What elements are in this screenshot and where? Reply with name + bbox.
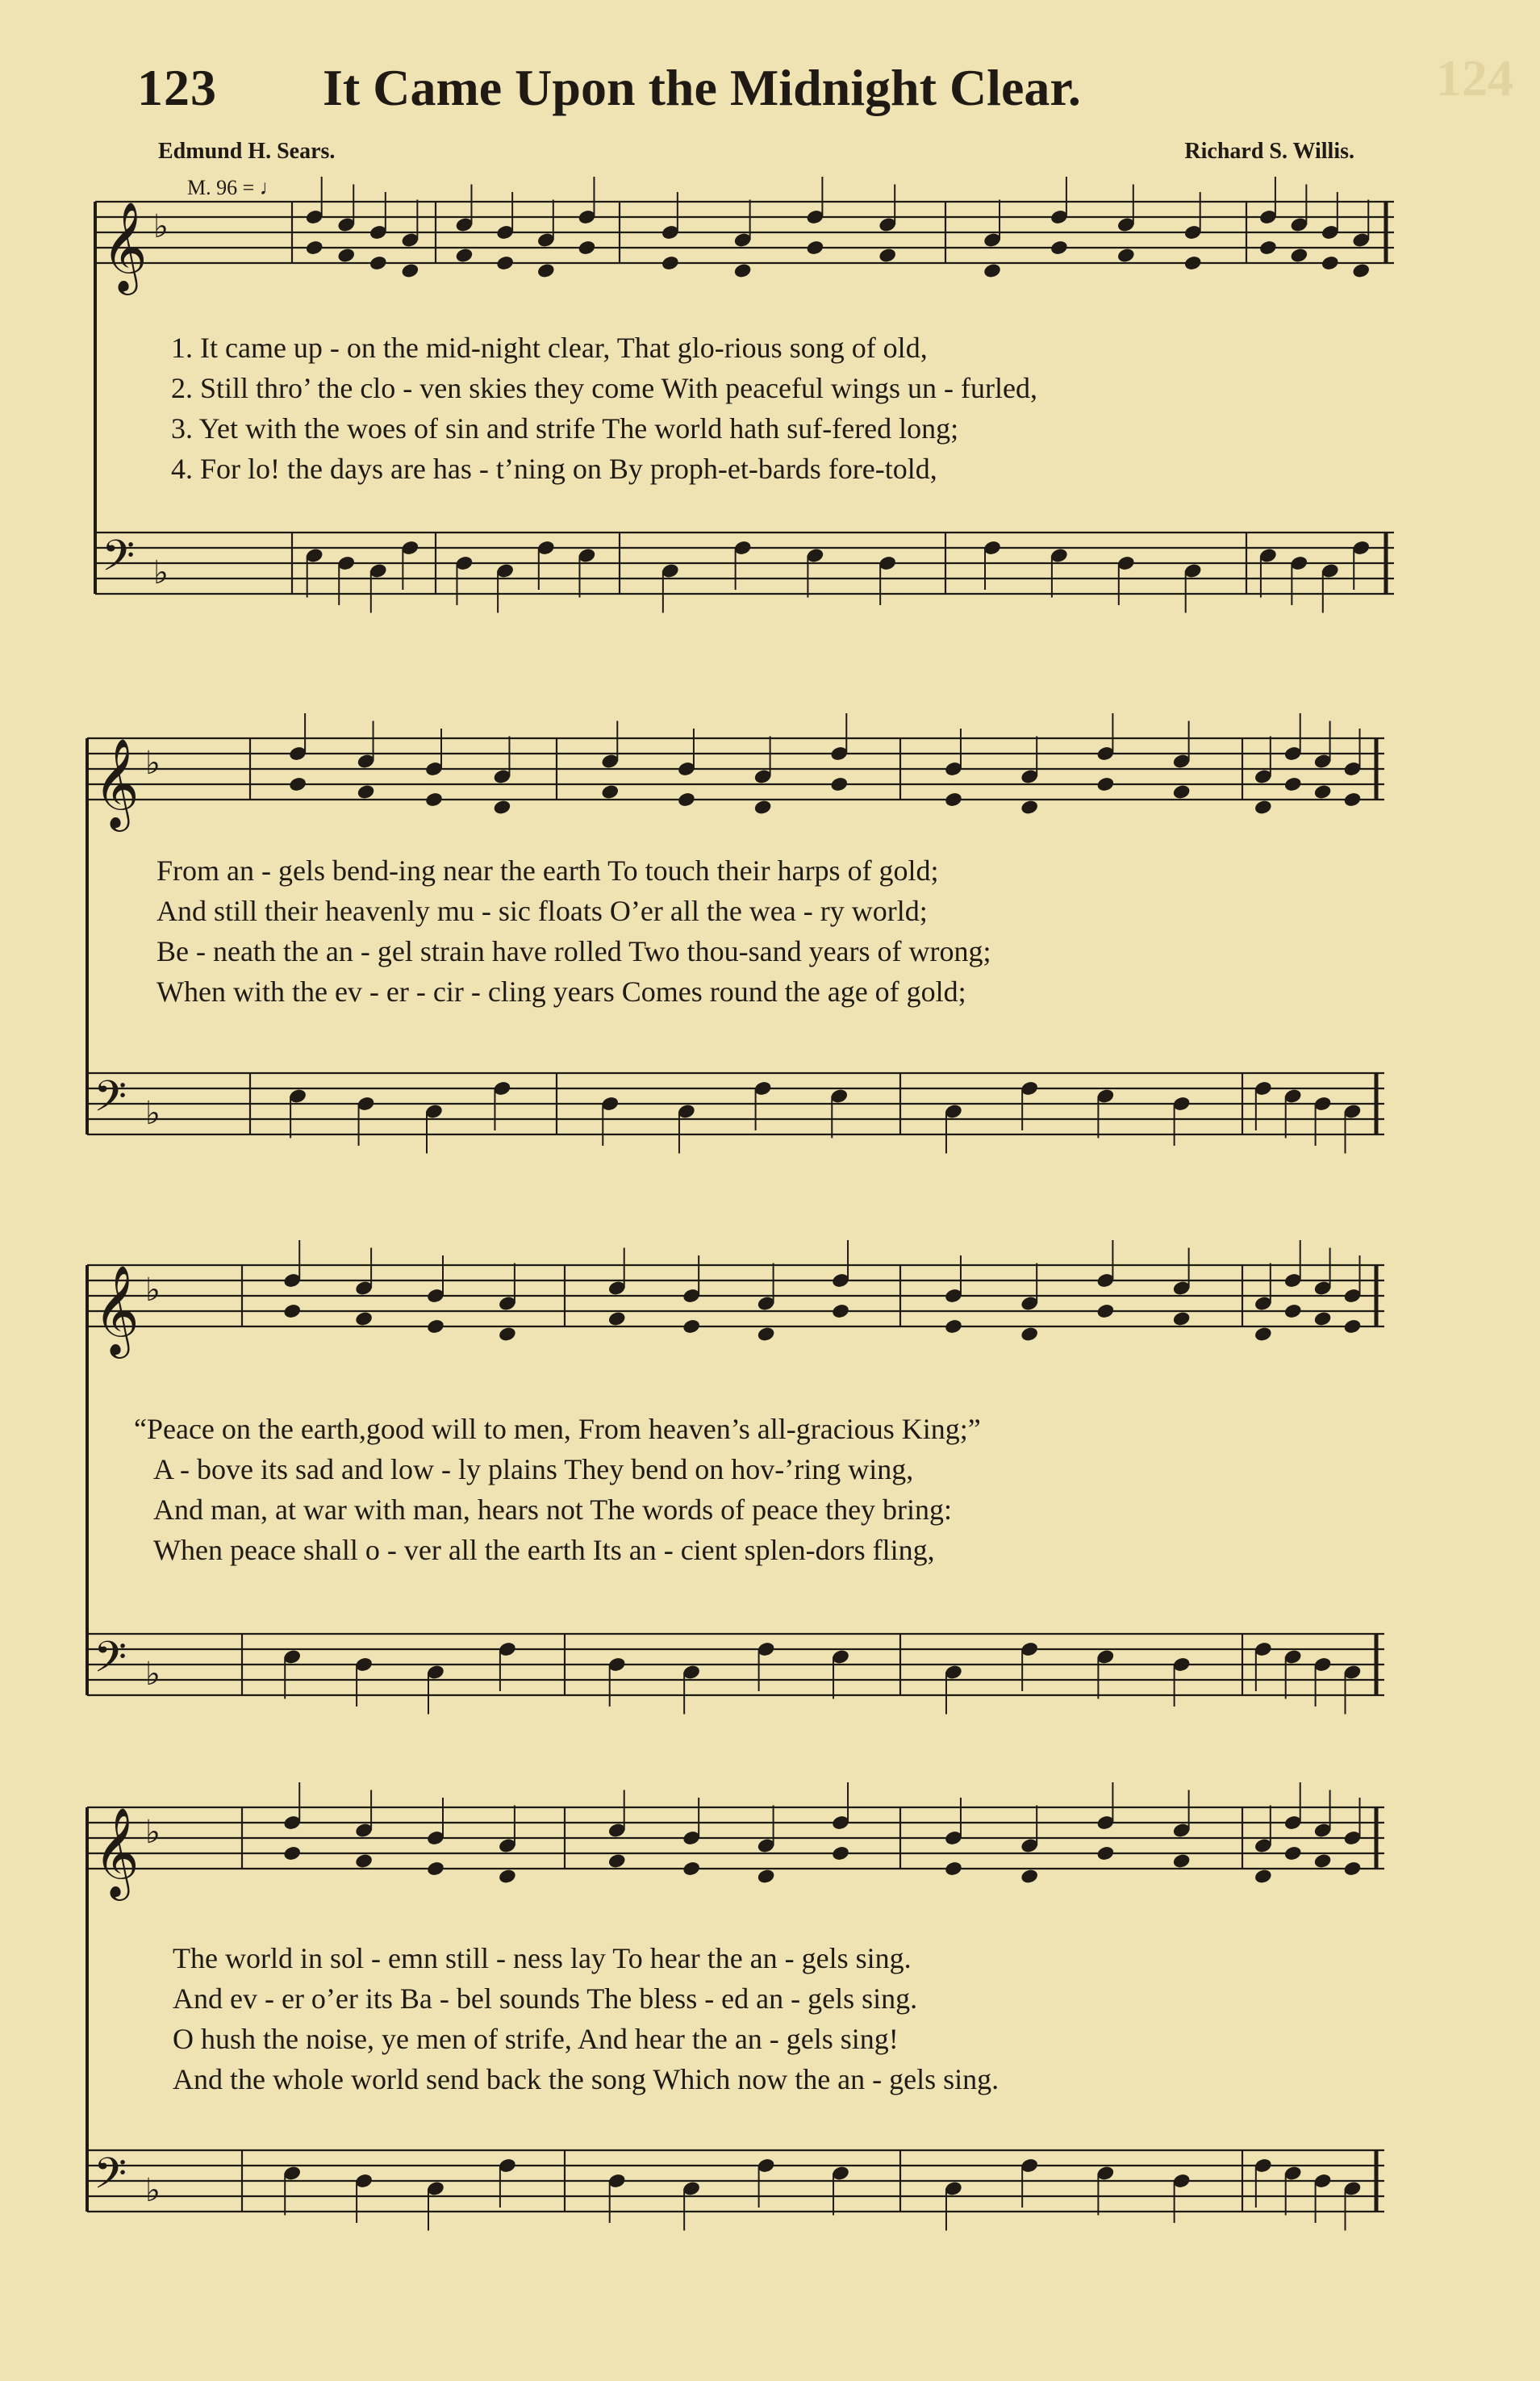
lyric-line: 4. For lo! the days are has - t’ning on By proph-et-bards fore-told, bbox=[171, 453, 937, 485]
alto-notehead bbox=[1096, 776, 1115, 793]
alto-notehead bbox=[1313, 1310, 1333, 1327]
bass-clef-icon: 𝄢 bbox=[94, 1072, 127, 1132]
lyric-line: A - bove its sad and low - ly plains They bend on hov-’ring wing, bbox=[153, 1453, 914, 1485]
alto-notehead bbox=[1313, 1853, 1333, 1869]
alto-notehead bbox=[757, 1326, 776, 1343]
tempo-marking: M. 96 = ♩ bbox=[187, 176, 281, 199]
alto-notehead bbox=[1283, 1845, 1303, 1862]
alto-notehead bbox=[1020, 1868, 1039, 1885]
alto-notehead bbox=[1283, 1303, 1303, 1320]
alto-notehead bbox=[495, 255, 515, 272]
alto-notehead bbox=[1020, 1326, 1039, 1343]
alto-notehead bbox=[354, 1853, 374, 1869]
alto-notehead bbox=[1343, 1861, 1363, 1878]
lyric-line: “Peace on the earth,good will to men, From heaven’s all-gracious King;” bbox=[134, 1413, 981, 1445]
alto-notehead bbox=[1254, 799, 1273, 816]
alto-notehead bbox=[288, 776, 307, 793]
alto-notehead bbox=[498, 1326, 517, 1343]
alto-notehead bbox=[354, 1310, 374, 1327]
alto-notehead bbox=[426, 1318, 445, 1335]
alto-notehead bbox=[878, 247, 897, 264]
alto-notehead bbox=[607, 1310, 627, 1327]
lyric-line: When with the ev - er - cir - cling years Comes round the age of gold; bbox=[157, 975, 966, 1008]
bass-clef-icon: 𝄢 bbox=[94, 2149, 127, 2209]
alto-notehead bbox=[1343, 1318, 1363, 1335]
alto-notehead bbox=[492, 799, 511, 816]
alto-notehead bbox=[357, 783, 376, 800]
alto-notehead bbox=[1254, 1326, 1273, 1343]
treble-clef-icon: 𝄞 bbox=[94, 1807, 140, 1897]
alto-notehead bbox=[829, 776, 849, 793]
alto-notehead bbox=[1096, 1845, 1115, 1862]
key-signature-flat-icon: ♭ bbox=[145, 1272, 161, 1309]
alto-notehead bbox=[733, 262, 753, 279]
lyric-line: And man, at war with man, hears not The words of peace they bring: bbox=[153, 1493, 953, 1526]
alto-notehead bbox=[1343, 792, 1363, 808]
alto-notehead bbox=[1351, 262, 1371, 279]
alto-notehead bbox=[305, 240, 324, 257]
bass-clef-icon: 𝄢 bbox=[102, 532, 136, 591]
lyric-line: 2. Still thro’ the clo - ven skies they come With peaceful wings un - furled, bbox=[171, 372, 1037, 404]
alto-notehead bbox=[661, 255, 680, 272]
alto-notehead bbox=[682, 1318, 701, 1335]
alto-notehead bbox=[831, 1303, 850, 1320]
lyric-line: And still their heavenly mu - sic floats O’er all the wea - ry world; bbox=[157, 895, 928, 927]
key-signature-flat-icon: ♭ bbox=[145, 1095, 161, 1132]
alto-notehead bbox=[369, 255, 388, 272]
alto-notehead bbox=[336, 247, 356, 264]
key-signature-flat-icon: ♭ bbox=[145, 1656, 161, 1693]
alto-notehead bbox=[424, 792, 444, 808]
alto-notehead bbox=[578, 240, 597, 257]
alto-notehead bbox=[1321, 255, 1340, 272]
alto-notehead bbox=[753, 799, 773, 816]
alto-notehead bbox=[426, 1861, 445, 1878]
alto-notehead bbox=[1172, 1310, 1192, 1327]
alto-notehead bbox=[1289, 247, 1308, 264]
key-signature-flat-icon: ♭ bbox=[145, 745, 161, 782]
alto-notehead bbox=[282, 1845, 302, 1862]
alto-notehead bbox=[400, 262, 419, 279]
lyric-line: O hush the noise, ye men of strife, And hear the an - gels sing! bbox=[173, 2023, 899, 2055]
hymn-title: It Came Upon the Midnight Clear. bbox=[323, 59, 1081, 116]
alto-notehead bbox=[1172, 783, 1192, 800]
lyric-line: 1. It came up - on the mid-night clear, That glo-rious song of old, bbox=[171, 332, 928, 364]
alto-notehead bbox=[607, 1853, 627, 1869]
alto-notehead bbox=[1254, 1868, 1273, 1885]
hymn-number: 123 bbox=[137, 59, 217, 116]
key-signature-flat-icon: ♭ bbox=[145, 2172, 161, 2209]
key-signature-flat-icon: ♭ bbox=[153, 208, 169, 245]
lyric-line: And ev - er o’er its Ba - bel sounds The bless - ed an - gels sing. bbox=[173, 1982, 918, 2015]
alto-notehead bbox=[1183, 255, 1203, 272]
alto-notehead bbox=[677, 792, 696, 808]
treble-clef-icon: 𝄞 bbox=[94, 1264, 140, 1355]
key-signature-flat-icon: ♭ bbox=[145, 1814, 161, 1851]
alto-notehead bbox=[1116, 247, 1136, 264]
bleed-through-page-number: 124 bbox=[1436, 49, 1513, 107]
bass-clef-icon: 𝄢 bbox=[94, 1633, 127, 1693]
lyricist-credit: Edmund H. Sears. bbox=[158, 139, 336, 164]
treble-clef-icon: 𝄞 bbox=[102, 201, 148, 291]
composer-credit: Richard S. Willis. bbox=[1184, 139, 1354, 164]
alto-notehead bbox=[944, 1318, 963, 1335]
alto-notehead bbox=[944, 1861, 963, 1878]
key-signature-flat-icon: ♭ bbox=[153, 554, 169, 591]
alto-notehead bbox=[1172, 1853, 1192, 1869]
lyric-line: The world in sol - emn still - ness lay To hear the an - gels sing. bbox=[173, 1942, 912, 1974]
treble-clef-icon: 𝄞 bbox=[94, 737, 140, 828]
alto-notehead bbox=[1050, 240, 1069, 257]
alto-notehead bbox=[983, 262, 1002, 279]
alto-notehead bbox=[455, 247, 474, 264]
alto-notehead bbox=[536, 262, 556, 279]
lyric-line: From an - gels bend-ing near the earth To touch their harps of gold; bbox=[157, 854, 939, 887]
alto-notehead bbox=[282, 1303, 302, 1320]
alto-notehead bbox=[498, 1868, 517, 1885]
alto-notehead bbox=[944, 792, 963, 808]
alto-notehead bbox=[1096, 1303, 1115, 1320]
alto-notehead bbox=[805, 240, 824, 257]
alto-notehead bbox=[682, 1861, 701, 1878]
alto-notehead bbox=[1020, 799, 1039, 816]
lyric-line: 3. Yet with the woes of sin and strife The world hath suf-fered long; bbox=[171, 412, 959, 445]
alto-notehead bbox=[1313, 783, 1333, 800]
alto-notehead bbox=[831, 1845, 850, 1862]
alto-notehead bbox=[1258, 240, 1278, 257]
lyric-line: And the whole world send back the song Which now the an - gels sing. bbox=[173, 2063, 1000, 2095]
alto-notehead bbox=[600, 783, 620, 800]
alto-notehead bbox=[1283, 776, 1303, 793]
lyric-line: When peace shall o - ver all the earth Its an - cient splen-dors fling, bbox=[153, 1534, 935, 1566]
lyric-line: Be - neath the an - gel strain have rolled Two thou-sand years of wrong; bbox=[157, 935, 991, 967]
alto-notehead bbox=[757, 1868, 776, 1885]
